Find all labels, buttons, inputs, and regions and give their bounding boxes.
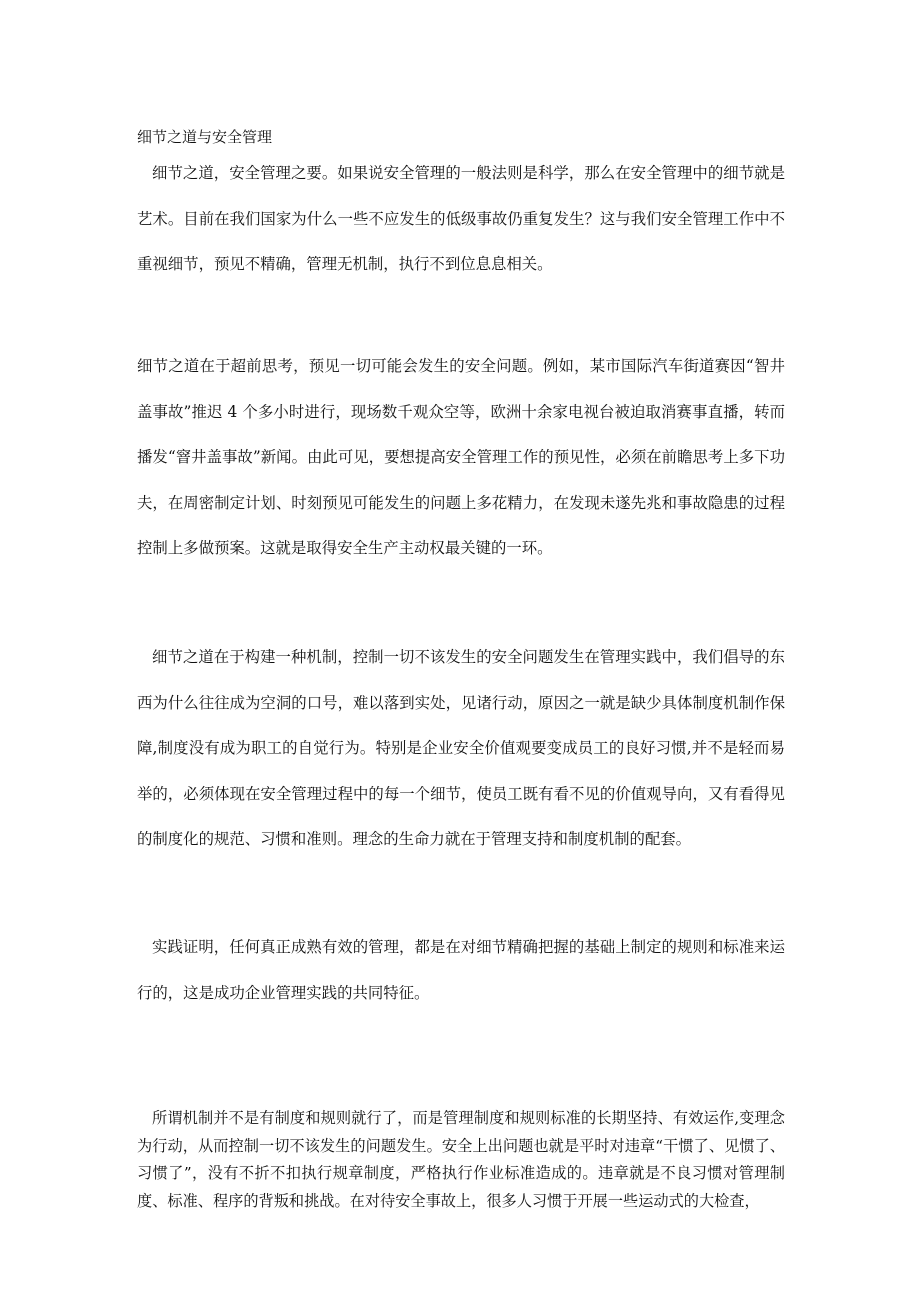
document-title: 细节之道与安全管理 [137,128,273,146]
paragraph-forethought: 细节之道在于超前思考，预见一切可能会发生的安全问题。例如，某市国际汽车街道赛因“智井盖事故”推迟 4 个多小时进行，现场数千观众空等，欧洲十余家电视台被迫取消赛事直播，转而播发“窨井盖事故”新闻。由此可见，要想提高安全管理工作的预见性，必须在前瞻思考上多下功夫，在周密制定计划、时刻预见可能发生的问题上多花精力，在发现未遂先兆和事故隐患的过程控制上多做预案。这就是取得安全生产主动权最关键的一环。 [137,357,785,557]
paragraph-practice: 实践证明，任何真正成熟有效的管理，都是在对细节精确把握的基础上制定的规则和标准来运行的，这是成功企业管理实践的共同特征。 [137,938,785,1002]
paragraph-mechanism: 细节之道在于构建一种机制，控制一切不该发生的安全问题发生在管理实践中，我们倡导的东西为什么往往成为空洞的口号，难以落到实处，见诸行动，原因之一就是缺少具体制度机制作保障,制度没有成为职工的自觉行为。特别是企业安全价值观要变成员工的良好习惯,并不是轻而易举的，必须体现在安全管理过程中的每一个细节，使员工既有看不见的价值观导向，又有看得见的制度化的规范、习惯和准则。理念的生命力就在于管理支持和制度机制的配套。 [137,648,785,848]
paragraph-rules: 所谓机制并不是有制度和规则就行了，而是管理制度和规则标准的长期坚持、有效运作,变理念为行动，从而控制一切不该发生的问题发生。安全上出问题也就是平时对违章“干惯了、见惯了、习惯了”，没有不折不扣执行规章制度，严格执行作业标准造成的。违章就是不良习惯对管理制度、标准、程序的背叛和挑战。在对待安全事故上，很多人习惯于开展一些运动式的大检查， [137,1109,785,1210]
paragraph-intro: 细节之道，安全管理之要。如果说安全管理的一般法则是科学，那么在安全管理中的细节就是艺术。目前在我们国家为什么一些不应发生的低级事故仍重复发生？这与我们安全管理工作中不重视细节，预见不精确，管理无机制，执行不到位息息相关。 [137,164,785,273]
